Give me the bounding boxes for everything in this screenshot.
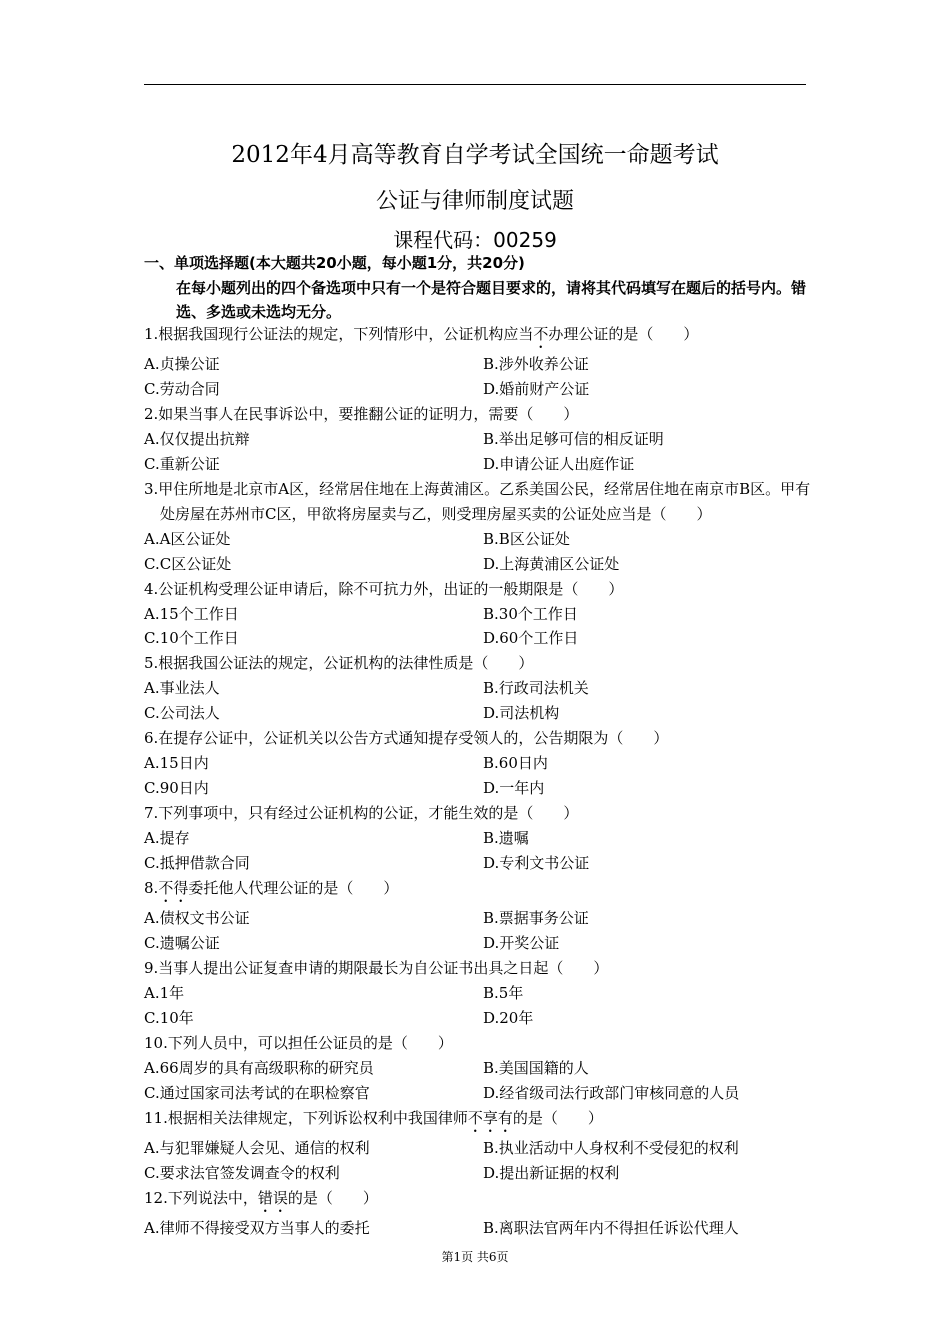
option-c: C.遗嘱公证 xyxy=(144,933,220,952)
option-b: B.执业活动中人身权利不受侵犯的权利 xyxy=(483,1138,739,1157)
option-c: C.10年 xyxy=(144,1008,194,1027)
option-a: A.15个工作日 xyxy=(144,604,239,623)
option-b: B.美国国籍的人 xyxy=(483,1058,589,1077)
question-stem xyxy=(144,651,812,676)
question-stem xyxy=(144,1106,812,1136)
question-stem-text: 的是（ ） xyxy=(512,1108,603,1127)
option-row xyxy=(144,1216,812,1241)
question-stem-text: 的是（ ） xyxy=(287,1188,378,1207)
option-c: C.通过国家司法考试的在职检察官 xyxy=(144,1083,370,1102)
option-b: B.离职法官两年内不得担任诉讼代理人 xyxy=(483,1218,739,1237)
option-c: C.抵押借款合同 xyxy=(144,854,250,873)
option-d: D.60个工作日 xyxy=(483,629,579,648)
exam-subtitle: 公证与律师制度试题 xyxy=(375,189,574,214)
question-stem-text: 2.如果当事人在民事诉讼中，要推翻公证的证明力，需要（ ） xyxy=(144,404,579,423)
option-row xyxy=(144,906,812,931)
question-stem-text: 3.甲住所地是北京市A区，经常居住地在上海黄浦区。乙系美国公民，经常居住地在南京市B区。甲有处房屋在苏州市C区，甲欲将房屋卖与乙，则受理房屋买卖的公证处应当是（ ） xyxy=(144,479,811,523)
question-stem-text: 委托他人代理公证的是（ ） xyxy=(188,879,399,898)
option-b: B.30个工作日 xyxy=(483,604,578,623)
option-row xyxy=(144,552,812,577)
option-b: B.遗嘱 xyxy=(483,829,529,848)
option-d: D.司法机构 xyxy=(483,704,560,723)
option-row xyxy=(144,701,812,726)
option-d: D.申请公证人出庭作证 xyxy=(483,454,635,473)
option-a: A.仅仅提出抗辩 xyxy=(144,429,250,448)
option-row xyxy=(144,1006,812,1031)
emphasis-text: 错误 xyxy=(257,1188,288,1207)
question-stem xyxy=(144,801,812,826)
page-footer: 第1页 共6页 xyxy=(441,1250,509,1264)
question-stem-text: 12.下列说法中， xyxy=(144,1188,258,1207)
option-c: C.重新公证 xyxy=(144,454,220,473)
question-stem xyxy=(144,477,812,527)
question-stem-text: 8. xyxy=(144,879,159,898)
option-d: D.提出新证据的权利 xyxy=(483,1163,620,1182)
option-row xyxy=(144,427,812,452)
question-stem-text: 11.根据相关法律规定，下列诉讼权利中我国律师 xyxy=(144,1108,468,1127)
option-d: D.上海黄浦区公证处 xyxy=(483,554,620,573)
option-b: B.行政司法机关 xyxy=(483,679,589,698)
section-heading: 一、单项选择题(本大题共20小题，每小题1分，共20分) xyxy=(144,254,525,272)
question-stem-text: 9.当事人提出公证复查申请的期限最长为自公证书出具之日起（ ） xyxy=(144,958,609,977)
question-stem xyxy=(144,1031,812,1056)
top-rule xyxy=(144,84,806,85)
option-row xyxy=(144,1136,812,1161)
question-stem-text: 5.根据我国公证法的规定，公证机构的法律性质是（ ） xyxy=(144,654,534,673)
option-row xyxy=(144,1081,812,1106)
option-a: A.与犯罪嫌疑人会见、通信的权利 xyxy=(144,1138,370,1157)
option-row xyxy=(144,377,812,402)
question-stem xyxy=(144,1186,812,1216)
question-stem xyxy=(144,956,812,981)
option-row xyxy=(144,1161,812,1186)
option-a: A.提存 xyxy=(144,829,190,848)
option-c: C.10个工作日 xyxy=(144,629,239,648)
option-a: A.债权文书公证 xyxy=(144,909,250,928)
question-stem-text: 办理公证的是（ ） xyxy=(548,325,699,343)
question-list xyxy=(144,322,812,1241)
option-row xyxy=(144,776,812,801)
question-stem xyxy=(144,402,812,427)
question-stem-text: 6.在提存公证中，公证机关以公告方式通知提存受领人的，公告期限为（ ） xyxy=(144,729,669,748)
question-stem-text: 1.根据我国现行公证法的规定，下列情形中，公证机构应当 xyxy=(144,325,534,343)
option-row xyxy=(144,352,812,377)
option-a: A.1年 xyxy=(144,983,185,1002)
option-row xyxy=(144,751,812,776)
option-c: C.90日内 xyxy=(144,779,209,798)
option-row xyxy=(144,1056,812,1081)
option-a: A.贞操公证 xyxy=(144,355,220,373)
option-d: D.20年 xyxy=(483,1008,534,1027)
option-b: B.举出足够可信的相反证明 xyxy=(483,429,664,448)
question-stem-text: 4.公证机构受理公证申请后，除不可抗力外，出证的一般期限是（ ） xyxy=(144,579,624,598)
option-row xyxy=(144,626,812,651)
question-stem xyxy=(144,322,812,352)
section-instructions: 在每小题列出的四个备选项中只有一个是符合题目要求的，请将其代码填写在题后的括号内。错选、多选或未选均无分。 xyxy=(176,279,807,321)
option-row xyxy=(144,527,812,552)
option-row xyxy=(144,602,812,627)
option-c: C.C区公证处 xyxy=(144,554,232,573)
option-b: B.票据事务公证 xyxy=(483,909,589,928)
option-row xyxy=(144,931,812,956)
option-b: B.B区公证处 xyxy=(483,529,570,548)
question-stem-text: 7.下列事项中，只有经过公证机构的公证，才能生效的是（ ） xyxy=(144,804,579,823)
option-d: D.婚前财产公证 xyxy=(483,379,590,398)
option-a: A.A区公证处 xyxy=(144,529,231,548)
option-row xyxy=(144,851,812,876)
question-stem xyxy=(144,876,812,906)
option-row xyxy=(144,981,812,1006)
emphasis-text: 不享有 xyxy=(467,1108,513,1127)
exam-title: 2012年4月高等教育自学考试全国统一命题考试 xyxy=(231,142,719,168)
option-c: C.要求法官签发调查令的权利 xyxy=(144,1163,340,1182)
option-a: A.事业法人 xyxy=(144,679,220,698)
question-stem xyxy=(144,726,812,751)
option-d: D.专利文书公证 xyxy=(483,854,590,873)
question-stem xyxy=(144,577,812,602)
option-d: D.开奖公证 xyxy=(483,933,560,952)
option-a: A.律师不得接受双方当事人的委托 xyxy=(144,1218,370,1237)
course-code: 课程代码：00259 xyxy=(393,228,557,252)
option-c: C.劳动合同 xyxy=(144,379,220,398)
emphasis-text: 不得 xyxy=(158,879,189,898)
option-c: C.公司法人 xyxy=(144,704,220,723)
option-d: D.经省级司法行政部门审核同意的人员 xyxy=(483,1083,740,1102)
option-row xyxy=(144,452,812,477)
question-stem-text: 10.下列人员中，可以担任公证员的是（ ） xyxy=(144,1033,453,1052)
emphasis-text: 不 xyxy=(533,325,549,343)
option-a: A.15日内 xyxy=(144,754,209,773)
option-b: B.涉外收养公证 xyxy=(483,355,589,373)
option-b: B.60日内 xyxy=(483,754,548,773)
option-row xyxy=(144,676,812,701)
option-row xyxy=(144,826,812,851)
option-b: B.5年 xyxy=(483,983,524,1002)
option-d: D.一年内 xyxy=(483,779,545,798)
option-a: A.66周岁的具有高级职称的研究员 xyxy=(144,1058,374,1077)
